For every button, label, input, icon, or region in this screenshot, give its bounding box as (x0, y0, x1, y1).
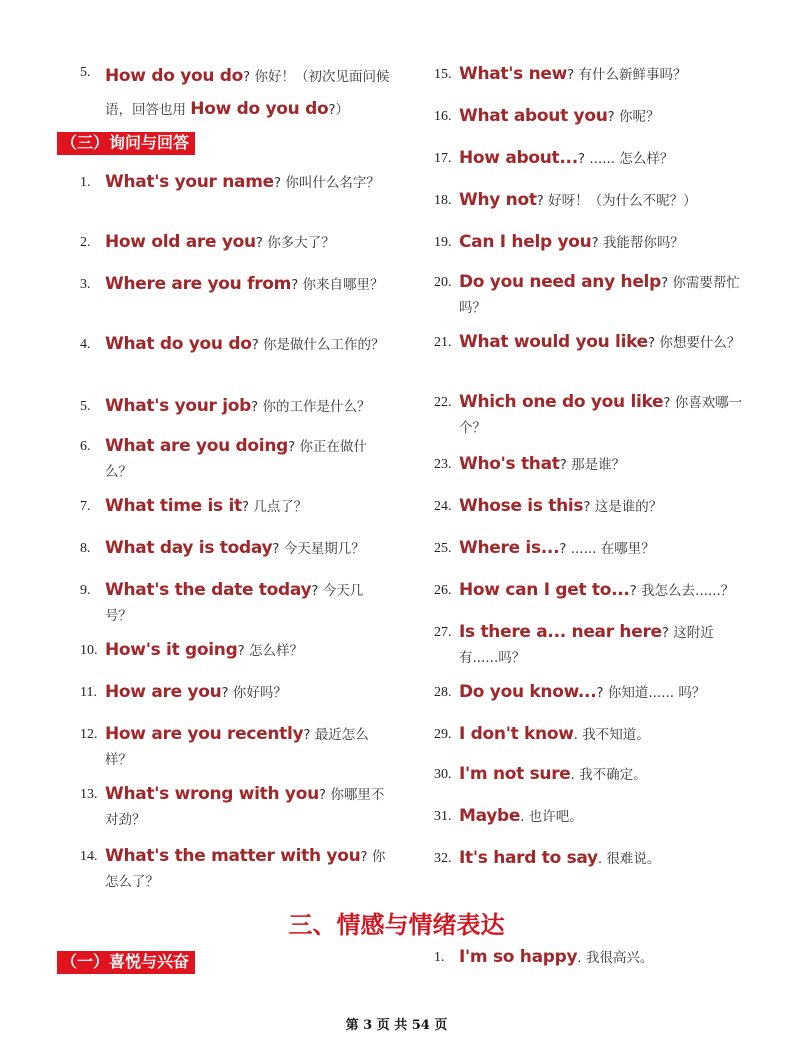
chinese-translation: ? 你喜欢哪一个？ (459, 395, 743, 436)
item-number: 29. (434, 727, 452, 742)
list-item (80, 332, 390, 357)
item-number: 18. (434, 193, 452, 208)
list-item (434, 722, 744, 747)
english-phrase: How old are you (105, 232, 256, 252)
chinese-translation: ? 我能帮你吗？ (591, 235, 684, 251)
item-body (105, 170, 390, 195)
english-phrase: I don't know (459, 724, 574, 744)
main-heading: 三、情感与情绪表达 (288, 911, 505, 939)
item-body (459, 452, 744, 477)
list-item (80, 170, 390, 195)
list-item (434, 452, 744, 477)
list-item (434, 536, 744, 561)
chinese-translation: ? 你好吗？ (221, 685, 287, 701)
item-number: 20. (434, 275, 452, 290)
english-phrase: I'm so happy (459, 947, 578, 967)
english-phrase: What's the matter with you (105, 846, 361, 866)
chinese-translation: ? 你怎么了？ (105, 849, 386, 890)
list-item (434, 62, 744, 87)
list-item (434, 188, 744, 213)
item-body (105, 638, 390, 663)
chinese-translation: ? 最近怎么样？ (105, 727, 369, 768)
chinese-translation: ? 怎么样？ (237, 643, 303, 659)
item-body (459, 762, 744, 787)
item-body (105, 844, 390, 894)
item-number: 13. (80, 787, 98, 802)
english-phrase: What time is it (105, 496, 242, 516)
chinese-translation: ? 你想要什么？ (647, 335, 741, 351)
chinese-translation: . 我很高兴。 (577, 950, 654, 966)
english-phrase: Do you need any help (459, 272, 661, 292)
item-body (459, 804, 744, 829)
list-item (434, 620, 744, 670)
list-item (80, 782, 390, 832)
english-phrase: How about... (459, 148, 578, 168)
english-phrase: What's wrong with you (105, 784, 319, 804)
item-body (459, 846, 744, 871)
chinese-translation: ? 你正在做什么？ (105, 439, 367, 480)
item-number: 2. (80, 235, 91, 250)
item-number: 15. (434, 67, 452, 82)
item-body (105, 578, 390, 628)
item-number: 21. (434, 335, 452, 350)
item-number: 5. (80, 65, 91, 80)
english-phrase: Which one do you like (459, 392, 664, 412)
list-item (434, 390, 744, 440)
item-number: 14. (80, 849, 98, 864)
item-body (105, 494, 390, 519)
chinese-translation: ? 这是谁的？ (583, 499, 663, 515)
chinese-translation: ? 你知道...... 吗？ (596, 685, 706, 701)
item-body (459, 722, 744, 747)
list-item (80, 680, 390, 705)
item-body (105, 782, 390, 832)
list-item (434, 846, 744, 871)
item-number: 27. (434, 625, 452, 640)
chinese-translation: . 很难说。 (597, 851, 661, 867)
item-body (105, 60, 390, 126)
item-body (459, 945, 744, 970)
item-body (105, 230, 390, 255)
item-body (459, 620, 744, 670)
chinese-translation: ? 你来自哪里？ (291, 277, 384, 293)
item-number: 1. (434, 950, 445, 965)
item-number: 25. (434, 541, 452, 556)
chinese-translation: ? 我怎么去......？ (629, 583, 735, 599)
list-item (434, 230, 744, 255)
list-item (434, 146, 744, 171)
chinese-translation: ? 你哪里不对劲？ (105, 787, 385, 828)
english-phrase: Who's that (459, 454, 560, 474)
item-number: 12. (80, 727, 98, 742)
list-item (434, 270, 744, 320)
item-body (459, 578, 744, 603)
chinese-translation: ? 你好！（初次见面问候语，回答也用 (105, 69, 390, 118)
list-item (434, 804, 744, 829)
item-body (459, 270, 744, 320)
list-item (434, 104, 744, 129)
chinese-translation: ? 你叫什么名字？ (273, 175, 380, 191)
item-body (459, 146, 744, 171)
item-number: 19. (434, 235, 452, 250)
chinese-translation: ? ...... 怎么样？ (577, 151, 674, 167)
item-body (459, 188, 744, 213)
english-phrase: What are you doing (105, 436, 289, 456)
list-item (434, 762, 744, 787)
section-tag-ask-answer: （三）询问与回答 (57, 132, 195, 155)
chinese-translation: ? 你呢？ (607, 109, 660, 125)
chinese-translation: ? 那是谁？ (559, 457, 626, 473)
chinese-translation: ? 你是做什么工作的？ (251, 337, 385, 353)
english-phrase: Why not (459, 190, 537, 210)
item-body (105, 434, 390, 484)
list-item (80, 434, 390, 484)
chinese-translation: ? ...... 在哪里？ (559, 541, 655, 557)
item-body (459, 330, 744, 355)
item-number: 3. (80, 277, 91, 292)
list-item (80, 230, 390, 255)
english-phrase: Do you know... (459, 682, 597, 702)
item-body (105, 272, 390, 297)
item-body (105, 332, 390, 357)
item-number: 8. (80, 541, 91, 556)
chinese-translation: ? 今天几号？ (105, 583, 364, 624)
item-number: 17. (434, 151, 452, 166)
chinese-translation: ? 有什么新鲜事吗？ (567, 67, 687, 83)
english-phrase: It's hard to say (459, 848, 598, 868)
list-item (80, 578, 390, 628)
chinese-translation: ? 你需要帮忙吗？ (459, 275, 740, 316)
list-item (80, 272, 390, 297)
english-phrase: What about you (459, 106, 608, 126)
english-phrase: What day is today (105, 538, 273, 558)
list-item (434, 330, 744, 355)
item-body (105, 680, 390, 705)
item-number: 26. (434, 583, 452, 598)
item-body (459, 494, 744, 519)
english-phrase: What would you like (459, 332, 648, 352)
english-phrase: Whose is this (459, 496, 584, 516)
item-number: 4. (80, 337, 91, 352)
list-item (434, 578, 744, 603)
english-phrase: Can I help you (459, 232, 592, 252)
chinese-translation: ? 你的工作是什么？ (251, 399, 371, 415)
english-phrase: Is there a... near here (459, 622, 662, 642)
item-body (459, 390, 744, 440)
item-number: 16. (434, 109, 452, 124)
chinese-translation: . 我不知道。 (573, 727, 650, 743)
english-phrase: How's it going (105, 640, 238, 660)
list-item (80, 844, 390, 894)
item-number: 32. (434, 851, 452, 866)
english-phrase: What's new (459, 64, 568, 84)
item-number: 31. (434, 809, 452, 824)
english-phrase: How are you recently (105, 724, 304, 744)
list-item (80, 722, 390, 772)
item-body (459, 62, 744, 87)
item-body (459, 230, 744, 255)
item-number: 22. (434, 395, 452, 410)
list-item (434, 494, 744, 519)
item-body (105, 394, 390, 419)
item-body (459, 104, 744, 129)
item-number: 5. (80, 399, 91, 414)
english-phrase: What's your name (105, 172, 274, 192)
chinese-translation: ? 你多大了？ (255, 235, 335, 251)
item-number: 10. (80, 643, 98, 658)
english-phrase: How do you do (190, 99, 329, 119)
item-number: 6. (80, 439, 91, 454)
chinese-translation: ? 好呀！（为什么不呢？） (536, 193, 697, 209)
item-number: 28. (434, 685, 452, 700)
item-body (459, 536, 744, 561)
item-number: 23. (434, 457, 452, 472)
list-item (80, 494, 390, 519)
english-phrase: Where is... (459, 538, 560, 558)
item-number: 24. (434, 499, 452, 514)
list-item (434, 680, 744, 705)
chinese-translation: ? 这附近有......吗？ (459, 625, 714, 666)
english-phrase: How are you (105, 682, 222, 702)
english-phrase: What's your job (105, 396, 252, 416)
chinese-translation: ?） (328, 102, 349, 118)
item-number: 11. (80, 685, 97, 700)
english-phrase: How can I get to... (459, 580, 630, 600)
item-number: 7. (80, 499, 91, 514)
item-number: 9. (80, 583, 91, 598)
section-tag-joy: （一）喜悦与兴奋 (57, 951, 195, 974)
page-footer: 第 3 页 共 54 页 (345, 1018, 448, 1033)
chinese-translation: . 我不确定。 (570, 767, 647, 783)
list-item (80, 536, 390, 561)
item-body (105, 722, 390, 772)
chinese-translation: ? 今天星期几？ (272, 541, 365, 557)
english-phrase: How do you do (105, 66, 244, 86)
english-phrase: What do you do (105, 334, 252, 354)
item-body (105, 536, 390, 561)
item-body (459, 680, 744, 705)
english-phrase: I'm not sure (459, 764, 571, 784)
english-phrase: Where are you from (105, 274, 292, 294)
list-item (80, 394, 390, 419)
item-number: 30. (434, 767, 452, 782)
english-phrase: What's the date today (105, 580, 312, 600)
chinese-translation: ? 几点了？ (241, 499, 308, 515)
list-item (80, 638, 390, 663)
item-number: 1. (80, 175, 91, 190)
list-item (80, 60, 390, 126)
english-phrase: Maybe (459, 806, 521, 826)
list-item (434, 945, 744, 970)
chinese-translation: . 也许吧。 (520, 809, 583, 825)
